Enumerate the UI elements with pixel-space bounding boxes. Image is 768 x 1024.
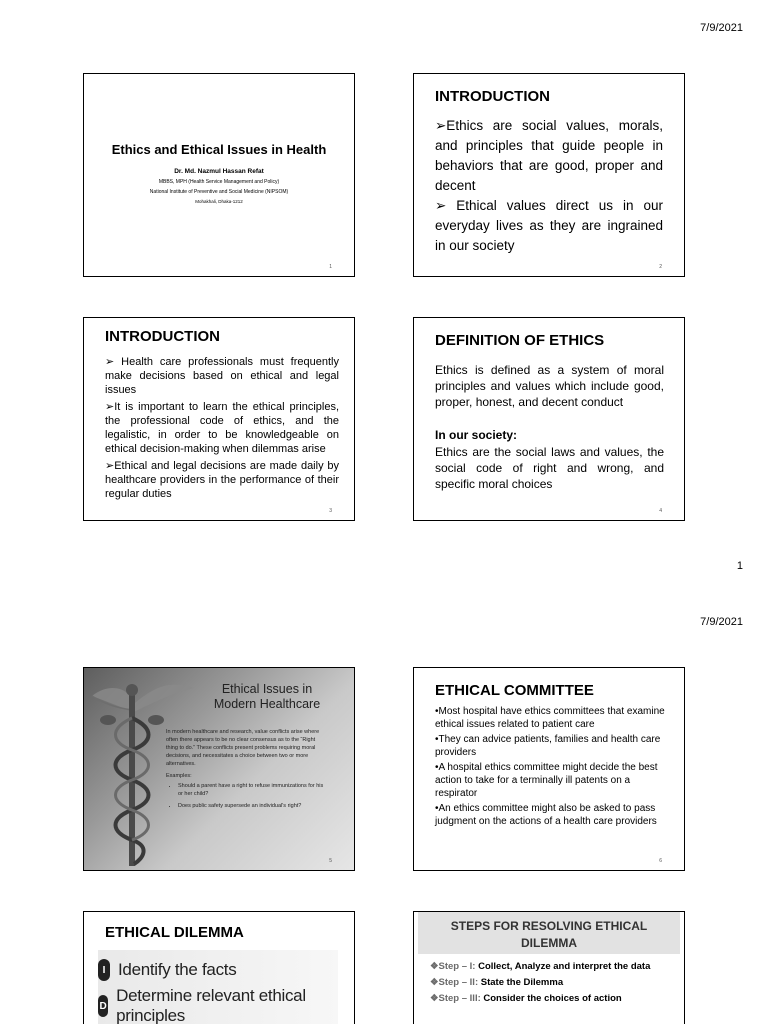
author-institute: National Institute of Preventive and Social Medicine (NIPSOM) <box>149 189 289 195</box>
slide-body <box>435 705 667 828</box>
step-item <box>430 992 674 1006</box>
slide-number: 3 <box>329 508 332 514</box>
examples-list <box>166 782 326 810</box>
step-text: Consider the choices of action <box>480 993 622 1004</box>
example-item: • Should a parent have a right to refuse immunizations for his or her child? <box>178 782 326 798</box>
slide-heading: ETHICAL COMMITTEE <box>435 682 594 699</box>
step-item <box>430 960 674 974</box>
page1-date: 7/9/2021 <box>700 22 743 34</box>
slide-heading: INTRODUCTION <box>105 328 220 345</box>
step-label: ❖Step – I: <box>430 961 476 972</box>
bullet-item: ➢Ethical and legal decisions are made daily by healthcare providers in the performance of their regular duties <box>105 460 339 500</box>
bullet-item: ➢Ethics are social values, morals, and principles that guide people in behaviors that are good, proper and decent <box>435 118 663 193</box>
bullet-item: •A hospital ethics committee might decide the best action to take for a terminally ill patents on a respirator <box>435 762 658 799</box>
slide-number: 4 <box>659 508 662 514</box>
slide-introduction-1 <box>413 73 685 277</box>
slide-paragraph: In modern healthcare and research, value conflicts arise where often there appears to be no clear consensus as to the “Right thing to do.” These conflicts present problems requiring moral decisions, and necessitates a choice between two or more alternatives. <box>166 729 320 767</box>
dilemma-list <box>98 950 338 1024</box>
slide-number: 5 <box>329 858 332 864</box>
step-text: Collect, Analyze and interpret the data <box>475 961 651 972</box>
item-marker: I <box>98 959 110 981</box>
dilemma-item <box>98 954 338 986</box>
slide-heading: Ethical Issues in Modern Healthcare <box>213 682 321 711</box>
slide-number: 2 <box>659 264 662 270</box>
bullet-item: ➢ Health care professionals must frequently make decisions based on ethical and legal issues <box>105 356 339 396</box>
page2-date: 7/9/2021 <box>700 616 743 628</box>
society-label: In our society: <box>435 428 518 442</box>
slide-definition-of-ethics <box>413 317 685 521</box>
step-label: ❖Step – III: <box>430 993 481 1004</box>
step-label: ❖Step – II: <box>430 977 479 988</box>
bullet-item: ➢ Ethical values direct us in our everyday lives as they are ingrained in our society <box>435 198 663 253</box>
author-degrees: MBBS, MPH (Health Service Management and Policy) <box>158 179 280 185</box>
bullet-item: •An ethics committee might also be asked to pass judgment on the actions of a health care providers <box>435 803 657 827</box>
step-item <box>430 976 674 990</box>
slide-steps-resolving-dilemma <box>413 911 685 1024</box>
bullet-item: ➢It is important to learn the ethical principles, the professional code of ethics, and the legalistic, in order to be knowledgeable on ethical decision-making when dilemmas arise <box>105 401 339 455</box>
item-text: Identify the facts <box>118 960 237 979</box>
slide-ethical-committee <box>413 667 685 871</box>
slide-number: 1 <box>329 264 332 270</box>
example-item: • Does public safety supersede an individual's right? <box>178 802 326 810</box>
page1-number: 1 <box>736 560 743 572</box>
slide-body <box>435 116 663 256</box>
slide-title: Ethics and Ethical Issues in Health <box>111 142 327 157</box>
slide-title-ethics <box>83 73 355 277</box>
bullet-item: •They can advice patients, families and health care providers <box>435 734 661 758</box>
definition-text: Ethics is defined as a system of moral principles and values which include good, proper, honest, and decent conduct <box>435 363 664 409</box>
slide-heading: STEPS FOR RESOLVING ETHICAL DILEMMA <box>450 919 648 950</box>
author-address: Mohakhali, Dhaka-1212 <box>195 199 243 204</box>
examples-label: Examples: <box>166 773 192 779</box>
bullet-item: •Most hospital have ethics committees that examine ethical issues related to patient care <box>435 706 665 730</box>
steps-list <box>430 960 674 1006</box>
item-marker: D <box>98 995 108 1017</box>
slide-body <box>105 355 339 501</box>
slide-body <box>166 728 326 814</box>
slide-heading: DEFINITION OF ETHICS <box>435 332 605 349</box>
slide-introduction-2 <box>83 317 355 521</box>
society-text: Ethics are the social laws and values, the social code of right and wrong, and specific moral choices <box>435 445 664 491</box>
slide-heading: INTRODUCTION <box>435 88 550 105</box>
item-text: Determine relevant ethical principles <box>116 986 306 1024</box>
step-text: State the Dilemma <box>478 977 564 988</box>
slide-number: 6 <box>659 858 662 864</box>
slide-ethical-issues-modern-healthcare <box>83 667 355 871</box>
dilemma-item <box>98 986 338 1024</box>
slide-heading: ETHICAL DILEMMA <box>105 924 244 941</box>
slide-ethical-dilemma <box>83 911 355 1024</box>
author-name: Dr. Md. Nazmul Hassan Refat <box>174 168 264 175</box>
